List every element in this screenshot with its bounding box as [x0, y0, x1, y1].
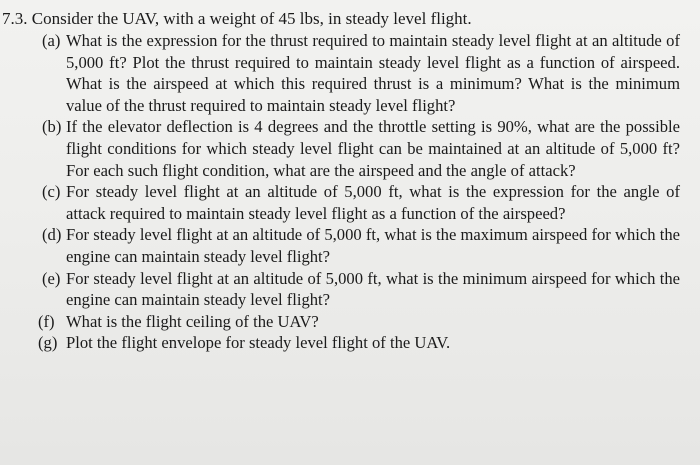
part-text: What is the flight ceiling of the UAV? [66, 311, 319, 331]
part-marker: (a) [42, 31, 61, 50]
problem-part-d [2, 224, 680, 267]
problem-part-f [2, 311, 680, 333]
part-marker: (e) [42, 268, 61, 288]
part-marker: (c) [42, 182, 61, 202]
part-text: For steady level flight at an altitude of 5,000 ft, what is the maximum airspeed for which the engine can maintain steady level flight? [66, 225, 680, 266]
part-marker: (d) [42, 225, 62, 245]
part-text: For steady level flight at an altitude of 5,000 ft, what is the expression for the angle of attack required to maintain steady level flight as a function of the airspeed? [66, 182, 680, 223]
part-text: If the elevator deflection is 4 degrees and the throttle setting is 90%, what are the possible flight conditions for which steady level flight can be maintained at an altitude of 5,000 ft? For each such flight condition, what are the airspeed and the angle of attack? [66, 117, 680, 180]
part-text: For steady level flight at an altitude of 5,000 ft, what is the minimum airspeed for which the engine can maintain steady level flight? [66, 268, 680, 310]
problem-part-b [2, 116, 680, 181]
part-text: Plot the flight envelope for steady level flight of the UAV. [66, 333, 451, 353]
problem-part-c [2, 181, 680, 224]
part-text: What is the expression for the thrust required to maintain steady level flight at an altitude of 5,000 ft? Plot the thrust required to maintain steady level flight as a function of airspeed. What is the airspeed at which this required thrust is a minimum? What is the minimum value of the thrust required to maintain steady level flight? [66, 31, 680, 115]
problem-part-e [2, 268, 680, 311]
problem-parts-list [2, 30, 680, 354]
problem-heading: 7.3. Consider the UAV, with a weight of 45 lbs, in steady level flight. [2, 9, 472, 28]
part-marker: (g) [38, 333, 58, 353]
part-marker: (f) [38, 311, 55, 331]
problem-part-g [2, 332, 680, 354]
part-marker: (b) [42, 117, 62, 137]
problem-part-a [2, 30, 680, 116]
